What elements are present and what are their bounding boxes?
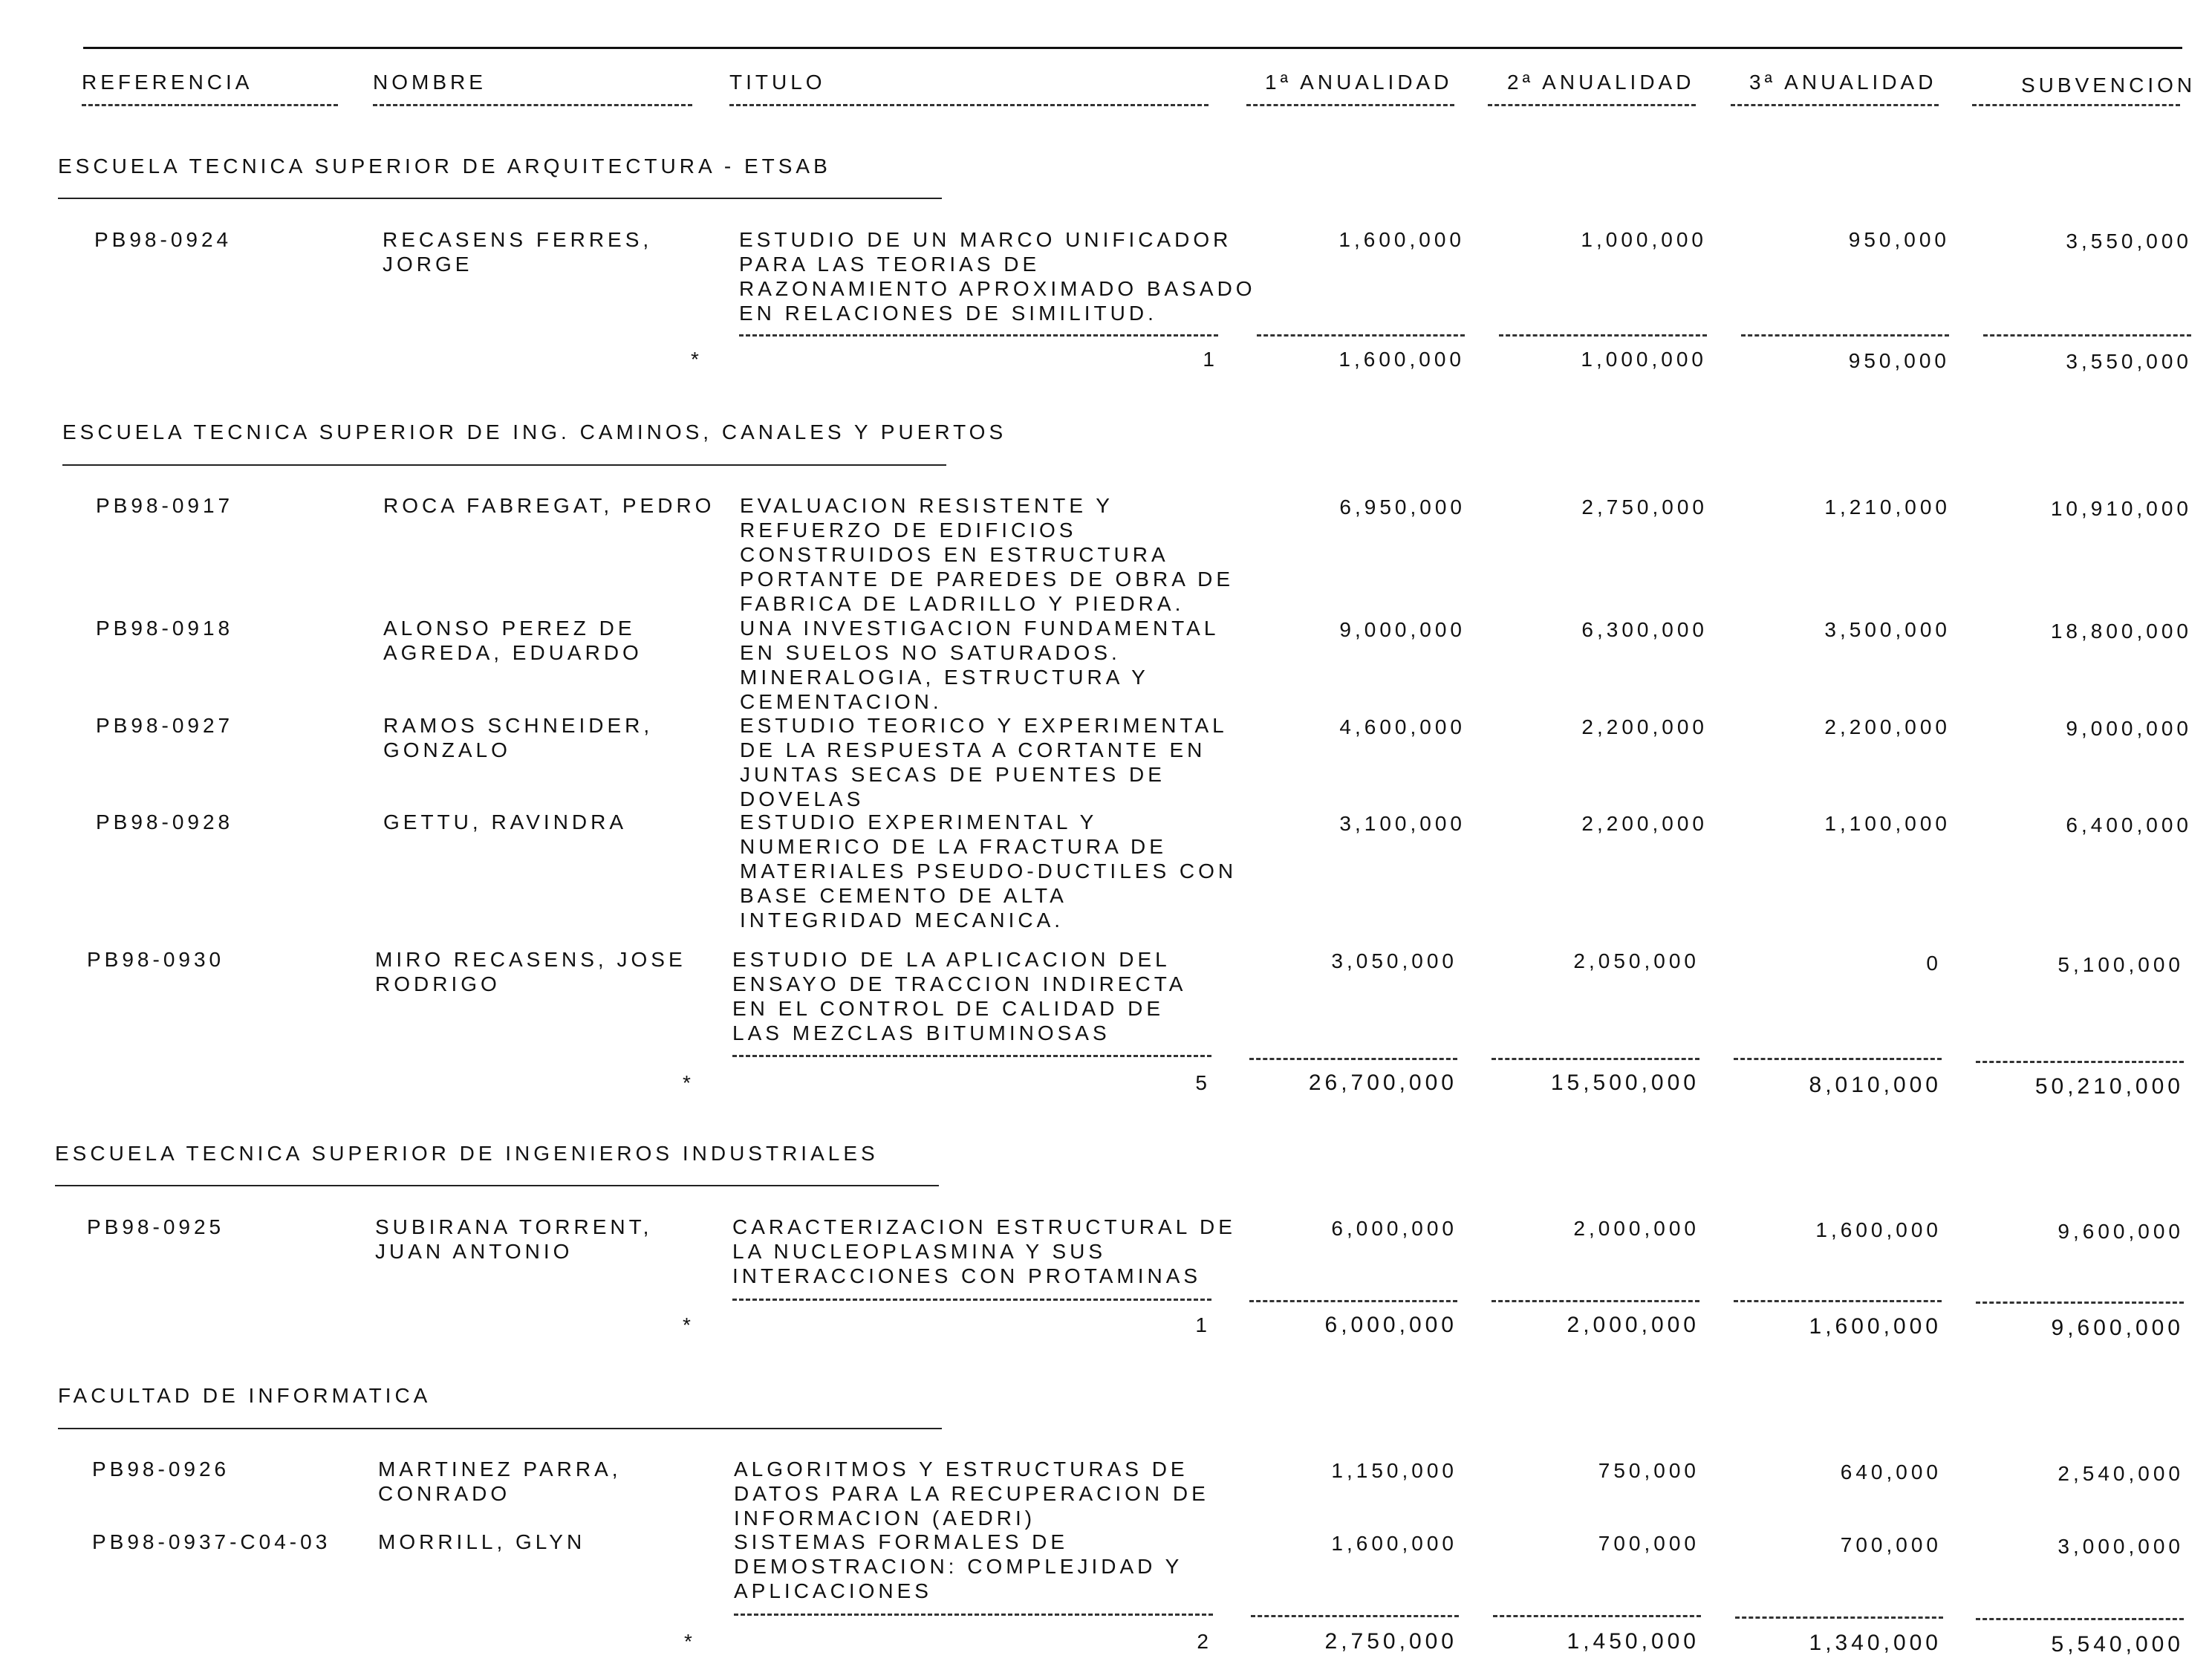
total-rule (1493, 1615, 1701, 1617)
total-anualidad-1: 6,000,000 (1324, 1313, 1457, 1337)
total-count: 2 (1197, 1630, 1212, 1653)
titulo-cell: SISTEMAS FORMALES DE DEMOSTRACION: COMPLEJIDAD Y APLICACIONES (734, 1530, 1183, 1602)
referencia-cell: PB98-0924 (94, 228, 232, 251)
anualidad-3-cell: 1,100,000 (1824, 812, 1951, 835)
anualidad-3-cell: 1,210,000 (1824, 495, 1951, 519)
titulo-cell: UNA INVESTIGACION FUNDAMENTAL EN SUELOS NO SATURADOS. MINERALOGIA, ESTRUCTURA Y CEMENTACION. (740, 617, 1220, 713)
nombre-cell: RECASENS FERRES, JORGE (383, 228, 653, 276)
total-rule (1976, 1061, 2184, 1063)
anualidad-3-cell: 950,000 (1848, 228, 1950, 251)
total-rule (1976, 1618, 2184, 1620)
anualidad-1-cell: 1,150,000 (1331, 1459, 1457, 1482)
anualidad-2-cell: 6,300,000 (1581, 618, 1708, 641)
subvencion-cell: 6,400,000 (2066, 813, 2192, 836)
section-title: ESCUELA TECNICA SUPERIOR DE INGENIEROS INDUSTRIALES (55, 1142, 879, 1165)
nombre-cell: GETTU, RAVINDRA (383, 810, 628, 834)
section-title: FACULTAD DE INFORMATICA (58, 1384, 432, 1407)
anualidad-3-cell: 0 (1926, 952, 1942, 975)
total-count: 1 (1203, 348, 1218, 371)
anualidad-1-cell: 3,100,000 (1339, 812, 1466, 835)
referencia-cell: PB98-0926 (92, 1458, 230, 1481)
anualidad-3-cell: 1,600,000 (1815, 1218, 1942, 1241)
header-referencia: REFERENCIA (82, 71, 253, 94)
total-marker: * (691, 348, 703, 371)
total-rule (1257, 334, 1465, 337)
anualidad-1-cell: 1,600,000 (1338, 228, 1465, 251)
subvencion-cell: 3,550,000 (2066, 230, 2192, 253)
total-anualidad-1: 26,700,000 (1308, 1070, 1457, 1095)
total-rule (1735, 1616, 1943, 1619)
anualidad-3-cell: 3,500,000 (1824, 618, 1951, 641)
subvencion-cell: 5,100,000 (2058, 953, 2184, 976)
section-title: ESCUELA TECNICA SUPERIOR DE ING. CAMINOS, CANALES Y PUERTOS (62, 420, 1007, 443)
total-rule (1734, 1058, 1942, 1060)
referencia-cell: PB98-0917 (96, 494, 234, 517)
titulo-cell: ESTUDIO DE LA APLICACION DEL ENSAYO DE TRACCION INDIRECTA EN EL CONTROL DE CALIDAD DE LAS MEZCLAS BITUMINOSAS (732, 948, 1187, 1044)
total-rule (1492, 1300, 1699, 1302)
total-rule (1983, 334, 2191, 337)
anualidad-1-cell: 4,600,000 (1339, 715, 1466, 738)
header-anualidad-2: 2ª ANUALIDAD (1507, 71, 1695, 94)
total-rule (734, 1614, 1213, 1616)
total-anualidad-1: 1,600,000 (1338, 348, 1465, 371)
total-rule (1499, 334, 1707, 337)
total-subvencion: 9,600,000 (2051, 1316, 2184, 1340)
header-underline (729, 104, 1209, 106)
top-rule (83, 47, 2182, 49)
total-marker: * (684, 1630, 696, 1653)
anualidad-3-cell: 700,000 (1840, 1533, 1942, 1556)
total-rule (732, 1299, 1211, 1301)
anualidad-2-cell: 2,000,000 (1573, 1217, 1699, 1240)
header-underline (1246, 104, 1454, 106)
total-anualidad-2: 2,000,000 (1567, 1313, 1699, 1337)
section-rule (62, 464, 946, 466)
total-rule (1741, 334, 1949, 337)
referencia-cell: PB98-0930 (87, 948, 225, 971)
anualidad-2-cell: 2,200,000 (1581, 715, 1708, 738)
header-anualidad-3: 3ª ANUALIDAD (1749, 71, 1937, 94)
header-subvencion: SUBVENCION (2021, 74, 2196, 97)
total-rule (1251, 1615, 1459, 1617)
anualidad-2-cell: 2,200,000 (1581, 812, 1708, 835)
header-underline (1488, 104, 1696, 106)
anualidad-1-cell: 3,050,000 (1331, 949, 1457, 972)
total-subvencion: 5,540,000 (2051, 1632, 2184, 1657)
nombre-cell: MARTINEZ PARRA, CONRADO (378, 1458, 622, 1505)
total-count: 5 (1195, 1071, 1211, 1094)
total-rule (1734, 1300, 1942, 1302)
total-anualidad-2: 15,500,000 (1550, 1070, 1699, 1095)
header-underline (1972, 104, 2180, 106)
total-rule (1492, 1058, 1699, 1060)
subvencion-cell: 9,000,000 (2066, 717, 2192, 740)
nombre-cell: SUBIRANA TORRENT, JUAN ANTONIO (375, 1215, 653, 1263)
section-title: ESCUELA TECNICA SUPERIOR DE ARQUITECTURA - ETSAB (58, 155, 831, 178)
anualidad-1-cell: 6,000,000 (1331, 1217, 1457, 1240)
total-anualidad-3: 1,340,000 (1809, 1631, 1942, 1655)
subvencion-cell: 18,800,000 (2050, 620, 2192, 643)
titulo-cell: ESTUDIO EXPERIMENTAL Y NUMERICO DE LA FRACTURA DE MATERIALES PSEUDO-DUCTILES CON BASE CEMENTO DE ALTA INTEGRIDAD MECANICA. (740, 810, 1237, 932)
nombre-cell: MIRO RECASENS, JOSE RODRIGO (375, 948, 686, 995)
titulo-cell: ALGORITMOS Y ESTRUCTURAS DE DATOS PARA LA RECUPERACION DE INFORMACION (AEDRI) (734, 1458, 1209, 1530)
total-anualidad-2: 1,000,000 (1581, 348, 1707, 371)
nombre-cell: ALONSO PEREZ DE AGREDA, EDUARDO (383, 617, 643, 664)
header-nombre: NOMBRE (373, 71, 487, 94)
anualidad-2-cell: 2,050,000 (1573, 949, 1699, 972)
nombre-cell: MORRILL, GLYN (378, 1530, 586, 1553)
header-underline (82, 104, 338, 106)
anualidad-2-cell: 1,000,000 (1581, 228, 1707, 251)
total-anualidad-2: 1,450,000 (1567, 1629, 1699, 1654)
total-marker: * (683, 1071, 694, 1094)
titulo-cell: EVALUACION RESISTENTE Y REFUERZO DE EDIFICIOS CONSTRUIDOS EN ESTRUCTURA PORTANTE DE PAREDES DE OBRA DE FABRICA DE LADRILLO Y PIEDRA. (740, 494, 1235, 615)
total-rule (739, 334, 1218, 337)
titulo-cell: ESTUDIO TEORICO Y EXPERIMENTAL DE LA RESPUESTA A CORTANTE EN JUNTAS SECAS DE PUENTES DE DOVELAS (740, 714, 1228, 810)
referencia-cell: PB98-0928 (96, 810, 234, 834)
section-rule (55, 1185, 939, 1186)
anualidad-3-cell: 2,200,000 (1824, 715, 1951, 738)
anualidad-3-cell: 640,000 (1840, 1460, 1942, 1484)
total-anualidad-3: 1,600,000 (1809, 1314, 1942, 1339)
section-rule (58, 198, 942, 199)
nombre-cell: ROCA FABREGAT, PEDRO (383, 494, 715, 517)
total-subvencion: 50,210,000 (2034, 1074, 2184, 1099)
anualidad-2-cell: 2,750,000 (1581, 495, 1708, 519)
header-underline (373, 104, 692, 106)
total-anualidad-3: 950,000 (1848, 349, 1950, 372)
section-rule (58, 1428, 942, 1429)
anualidad-1-cell: 1,600,000 (1331, 1532, 1457, 1555)
total-anualidad-3: 8,010,000 (1809, 1073, 1942, 1097)
referencia-cell: PB98-0925 (87, 1215, 225, 1238)
anualidad-1-cell: 6,950,000 (1339, 495, 1466, 519)
total-subvencion: 3,550,000 (2066, 350, 2192, 373)
total-count: 1 (1195, 1313, 1211, 1336)
referencia-cell: PB98-0937-C04-03 (92, 1530, 331, 1553)
header-underline (1731, 104, 1939, 106)
nombre-cell: RAMOS SCHNEIDER, GONZALO (383, 714, 654, 761)
total-rule (1249, 1300, 1457, 1302)
total-marker: * (683, 1313, 694, 1336)
subvencion-cell: 3,000,000 (2058, 1535, 2184, 1558)
titulo-cell: CARACTERIZACION ESTRUCTURAL DE LA NUCLEOPLASMINA Y SUS INTERACCIONES CON PROTAMINAS (732, 1215, 1236, 1287)
total-rule (1976, 1302, 2184, 1304)
referencia-cell: PB98-0927 (96, 714, 234, 737)
anualidad-2-cell: 750,000 (1598, 1459, 1699, 1482)
header-titulo: TITULO (729, 71, 826, 94)
subvencion-cell: 2,540,000 (2058, 1462, 2184, 1485)
header-anualidad-1: 1ª ANUALIDAD (1265, 71, 1453, 94)
anualidad-1-cell: 9,000,000 (1339, 618, 1466, 641)
titulo-cell: ESTUDIO DE UN MARCO UNIFICADOR PARA LAS TEORIAS DE RAZONAMIENTO APROXIMADO BASADO EN RELACIONES DE SIMILITUD. (739, 228, 1256, 325)
anualidad-2-cell: 700,000 (1598, 1532, 1699, 1555)
subvencion-cell: 9,600,000 (2058, 1220, 2184, 1243)
total-rule (732, 1055, 1211, 1057)
total-anualidad-1: 2,750,000 (1324, 1629, 1457, 1654)
referencia-cell: PB98-0918 (96, 617, 234, 640)
total-rule (1249, 1058, 1457, 1060)
subvencion-cell: 10,910,000 (2050, 497, 2192, 520)
